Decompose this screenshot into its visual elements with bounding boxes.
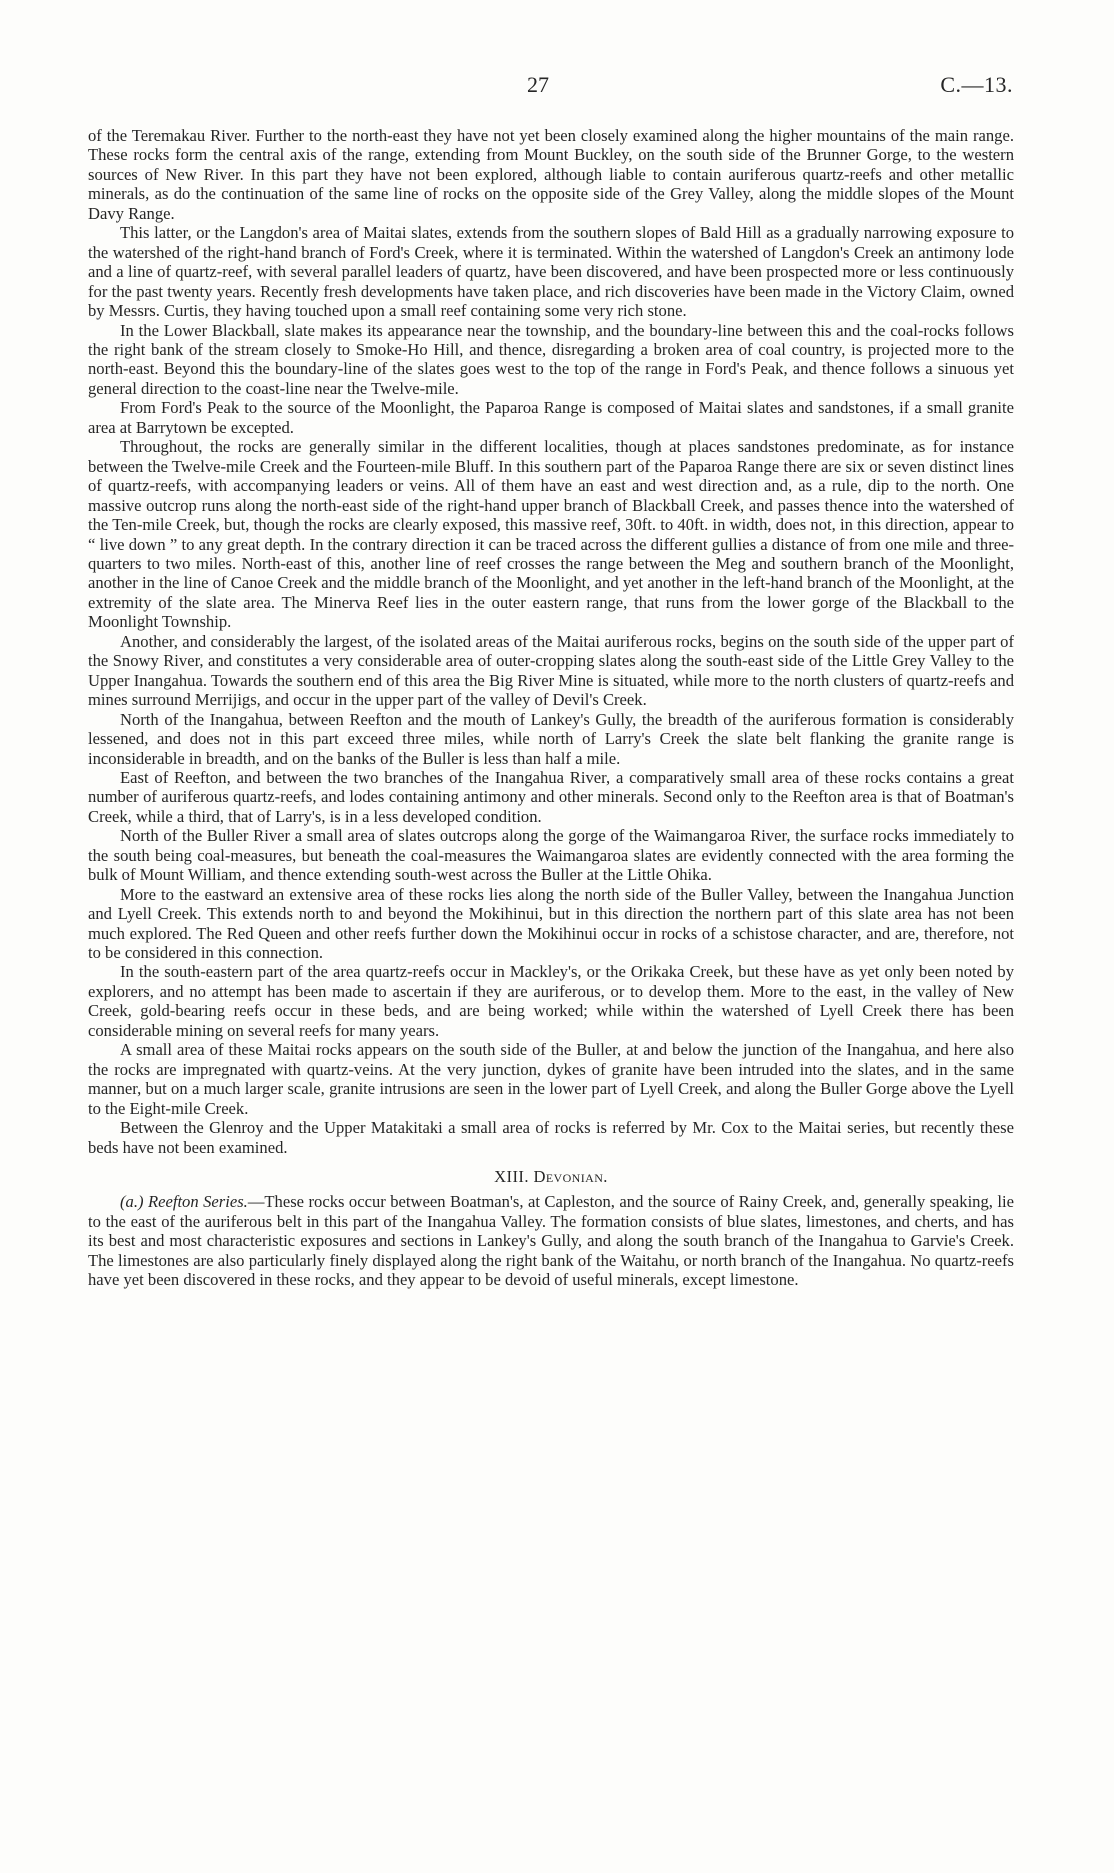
paragraph: Another, and considerably the largest, of the isolated areas of the Maitai auriferous rocks, begins on the south side of the upper part of the Snowy River, and constitutes a very considerable area of outer-cropping slates along the south-east side of the Little Grey Valley to the Upper Inangahua. Towards the southern end of this area the Big River Mine is situated, while more to the north clusters of quartz-reefs and mines surround Merrijigs, and occur in the upper part of the valley of Devil's Creek. <box>88 631 1014 710</box>
document-reference: C.—13. <box>940 72 1013 97</box>
paragraph: Throughout, the rocks are generally similar in the different localities, though at places sandstones predominate, as for instance between the Twelve-mile Creek and the Fourteen-mile Bluff. In this southern part of the Paparoa Range there are six or seven distinct lines of quartz-reefs, with accompanying leaders or veins. All of them have an east and west direction and, as a rule, dip to the north. One massive outcrop runs along the north-east side of the right-hand upper branch of Blackball Creek, and passes thence into the watershed of the Ten-mile Creek, but, though the rocks are clearly exposed, this massive reef, 30ft. to 40ft. in width, does not, in this direction, appear to “ live down ” to any great depth. In the contrary direction it can be traced across the different gullies a distance of from one mile and three-quarters to two miles. North-east of this, another line of reef crosses the range between the Meg and southern branch of the Moonlight, another in the line of Canoe Creek and the middle branch of the Moonlight, and yet another in the left-hand branch of the Moonlight, at the extremity of the slate area. The Minerva Reef lies in the outer eastern range, that runs from the lower gorge of the Blackball to the Moonlight Township. <box>88 437 1014 632</box>
paragraph: More to the eastward an extensive area of these rocks lies along the north side of the Buller Valley, between the Inangahua Junction and Lyell Creek. This extends north to and beyond the Mokihinui, but in this direction the northern part of this slate area has not been much explored. The Red Queen and other reefs further down the Mokihinui occur in rocks of a schistose character, and are, therefore, not to be considered in this connection. <box>88 884 1014 963</box>
paragraph: of the Teremakau River. Further to the north-east they have not yet been closely examined along the higher mountains of the main range. These rocks form the central axis of the range, extending from Mount Buckley, on the south side of the Brunner Gorge, to the western sources of New River. In this part they have not been explored, although liable to contain auriferous quartz-reefs and other metallic minerals, as do the continuation of the same line of rocks on the opposite side of the Grey Valley, along the middle slopes of the Mount Davy Range. <box>88 126 1014 223</box>
paragraph: North of the Inangahua, between Reefton and the mouth of Lankey's Gully, the breadth of the auriferous formation is considerably lessened, and does not in this part exceed three miles, while north of Larry's Creek the slate belt flanking the granite range is inconsiderable in breadth, and on the banks of the Buller is less than half a mile. <box>88 709 1014 768</box>
paragraph: East of Reefton, and between the two branches of the Inangahua River, a comparatively small area of these rocks contains a great number of auriferous quartz-reefs, and lodes containing antimony and other minerals. Second only to the Reefton area is that of Boatman's Creek, while a third, that of Larry's, is in a less developed condition. <box>88 767 1014 826</box>
subsection-label: (a.) Reefton Series. <box>120 1192 248 1212</box>
section-heading <box>88 1167 1014 1186</box>
paragraph: Between the Glenroy and the Upper Matakitaki a small area of rocks is referred by Mr. Cox to the Maitai series, but recently these beds have not been examined. <box>88 1118 1014 1157</box>
page-header <box>0 72 1114 102</box>
paragraph: In the south-eastern part of the area quartz-reefs occur in Mackley's, or the Orikaka Creek, but these have as yet only been noted by explorers, and no attempt has been made to ascertain if they are auriferous, or to develop them. More to the east, in the valley of New Creek, gold-bearing reefs occur in these beds, and are being worked; while within the watershed of Lyell Creek there has been considerable mining on several reefs for many years. <box>88 962 1014 1040</box>
body-text <box>88 126 1014 1290</box>
page-number: 27 <box>527 72 549 97</box>
section-number: XIII. <box>494 1167 529 1187</box>
subsection-paragraph <box>88 1192 1014 1289</box>
paragraph: In the Lower Blackball, slate makes its appearance near the township, and the boundary-line between this and the coal-rocks follows the right bank of the stream closely to Smoke-Ho Hill, and thence, disregarding a broken area of coal country, is projected more to the north-east. Beyond this the boundary-line of the slates goes west to the top of the range in Ford's Peak, and thence follows a sinuous yet general direction to the coast-line near the Twelve-mile. <box>88 320 1014 398</box>
paragraph: From Ford's Peak to the source of the Moonlight, the Paparoa Range is composed of Maitai slates and sandstones, if a small granite area at Barrytown be excepted. <box>88 398 1014 437</box>
subsection-text: —These rocks occur between Boatman's, at Capleston, and the source of Rainy Creek, and, generally speaking, lie to the east of the auriferous belt in this part of the Inangahua Valley. The formation consists of blue slates, limestones, and cherts, and has its best and most characteristic exposures and sections in Lankey's Gully, and along the south branch of the Inangahua to Garvie's Creek. The limestones are also particularly finely displayed along the right bank of the Waitahu, or north branch of the Inangahua. No quartz-reefs have yet been discovered in these rocks, and they appear to be devoid of useful minerals, except limestone. <box>88 1192 1014 1290</box>
paragraph: This latter, or the Langdon's area of Maitai slates, extends from the southern slopes of Bald Hill as a gradually narrowing exposure to the watershed of the right-hand branch of Ford's Creek, where it is terminated. Within the watershed of Langdon's Creek an antimony lode and a line of quartz-reef, with several parallel leaders of quartz, have been discovered, and have been prospected more or less continuously for the past twenty years. Recently fresh developments have taken place, and rich discoveries have been made in the Victory Claim, owned by Messrs. Curtis, they having touched upon a small reef containing some very rich stone. <box>88 223 1014 321</box>
paragraph: A small area of these Maitai rocks appears on the south side of the Buller, at and below the junction of the Inangahua, and here also the rocks are impregnated with quartz-veins. At the very junction, dykes of granite have been intruded into the slates, and in the same manner, but on a much larger scale, granite intrusions are seen in the lower part of Lyell Creek, and along the Buller Gorge above the Lyell to the Eight-mile Creek. <box>88 1040 1014 1118</box>
section-title: Devonian. <box>533 1167 608 1187</box>
paragraph: North of the Buller River a small area of slates outcrops along the gorge of the Waimangaroa River, the surface rocks immediately to the south being coal-measures, but beneath the coal-measures the Waimangaroa slates are evidently connected with the area forming the bulk of Mount William, and thence extending south-west across the Buller at the Little Ohika. <box>88 826 1014 885</box>
